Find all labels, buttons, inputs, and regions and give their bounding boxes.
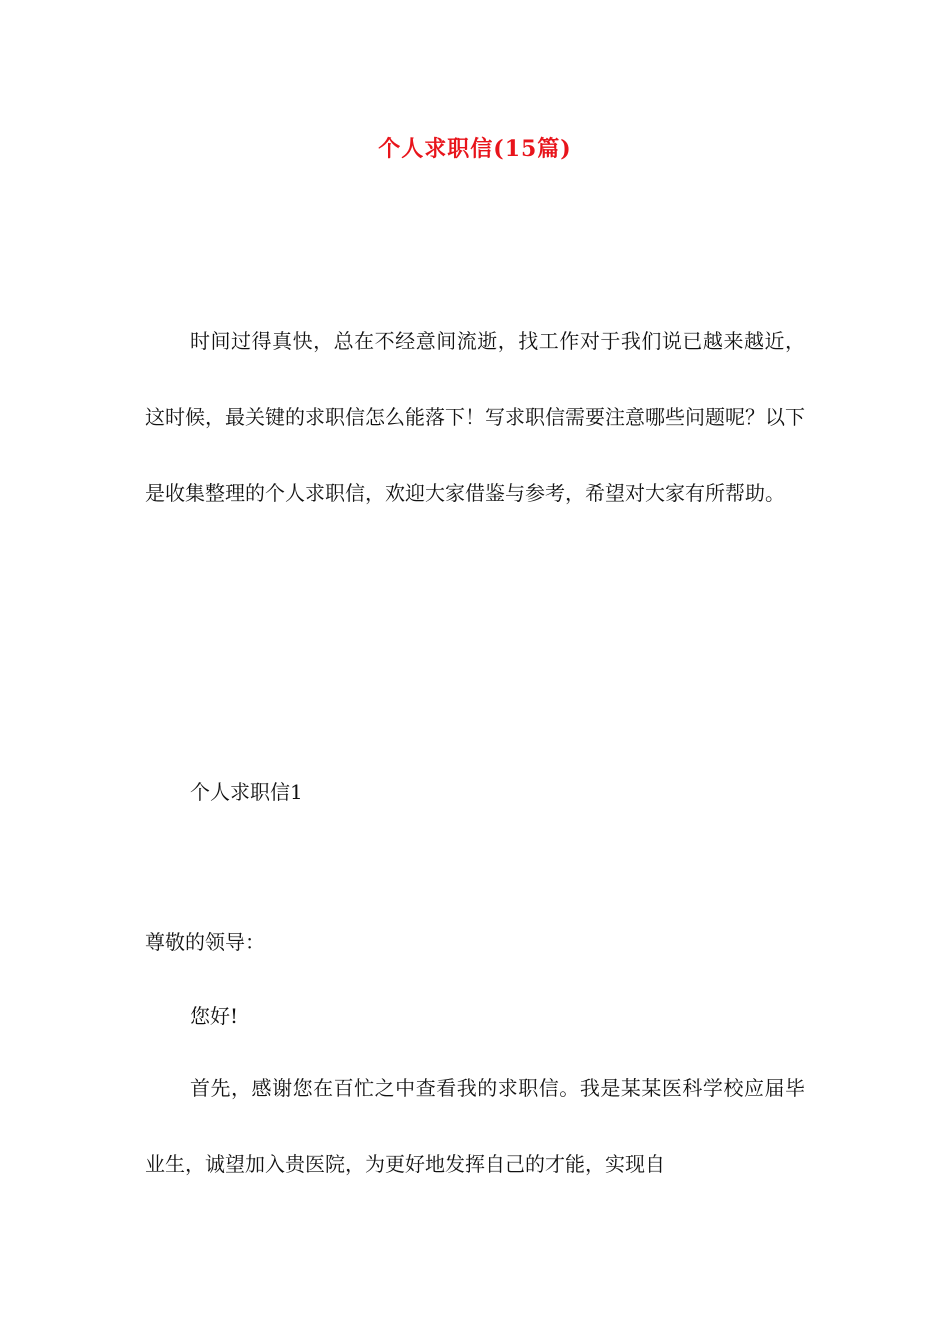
section-heading: 个人求职信1 bbox=[190, 780, 303, 804]
salutation: 尊敬的领导： bbox=[145, 930, 265, 954]
document-title: 个人求职信(15篇) bbox=[378, 136, 572, 162]
body-paragraph: 首先，感谢您在百忙之中查看我的求职信。我是某某医科学校应届毕业生，诚望加入贵医院，为更好地发挥自己的才能，实现自 bbox=[145, 1076, 805, 1176]
intro-paragraph: 时间过得真快，总在不经意间流逝，找工作对于我们说已越来越近，这时候，最关键的求职信怎么能落下！写求职信需要注意哪些问题呢？以下是收集整理的个人求职信，欢迎大家借鉴与参考，希望对大家有所帮助。 bbox=[145, 329, 805, 505]
greeting: 您好! bbox=[190, 1004, 239, 1028]
